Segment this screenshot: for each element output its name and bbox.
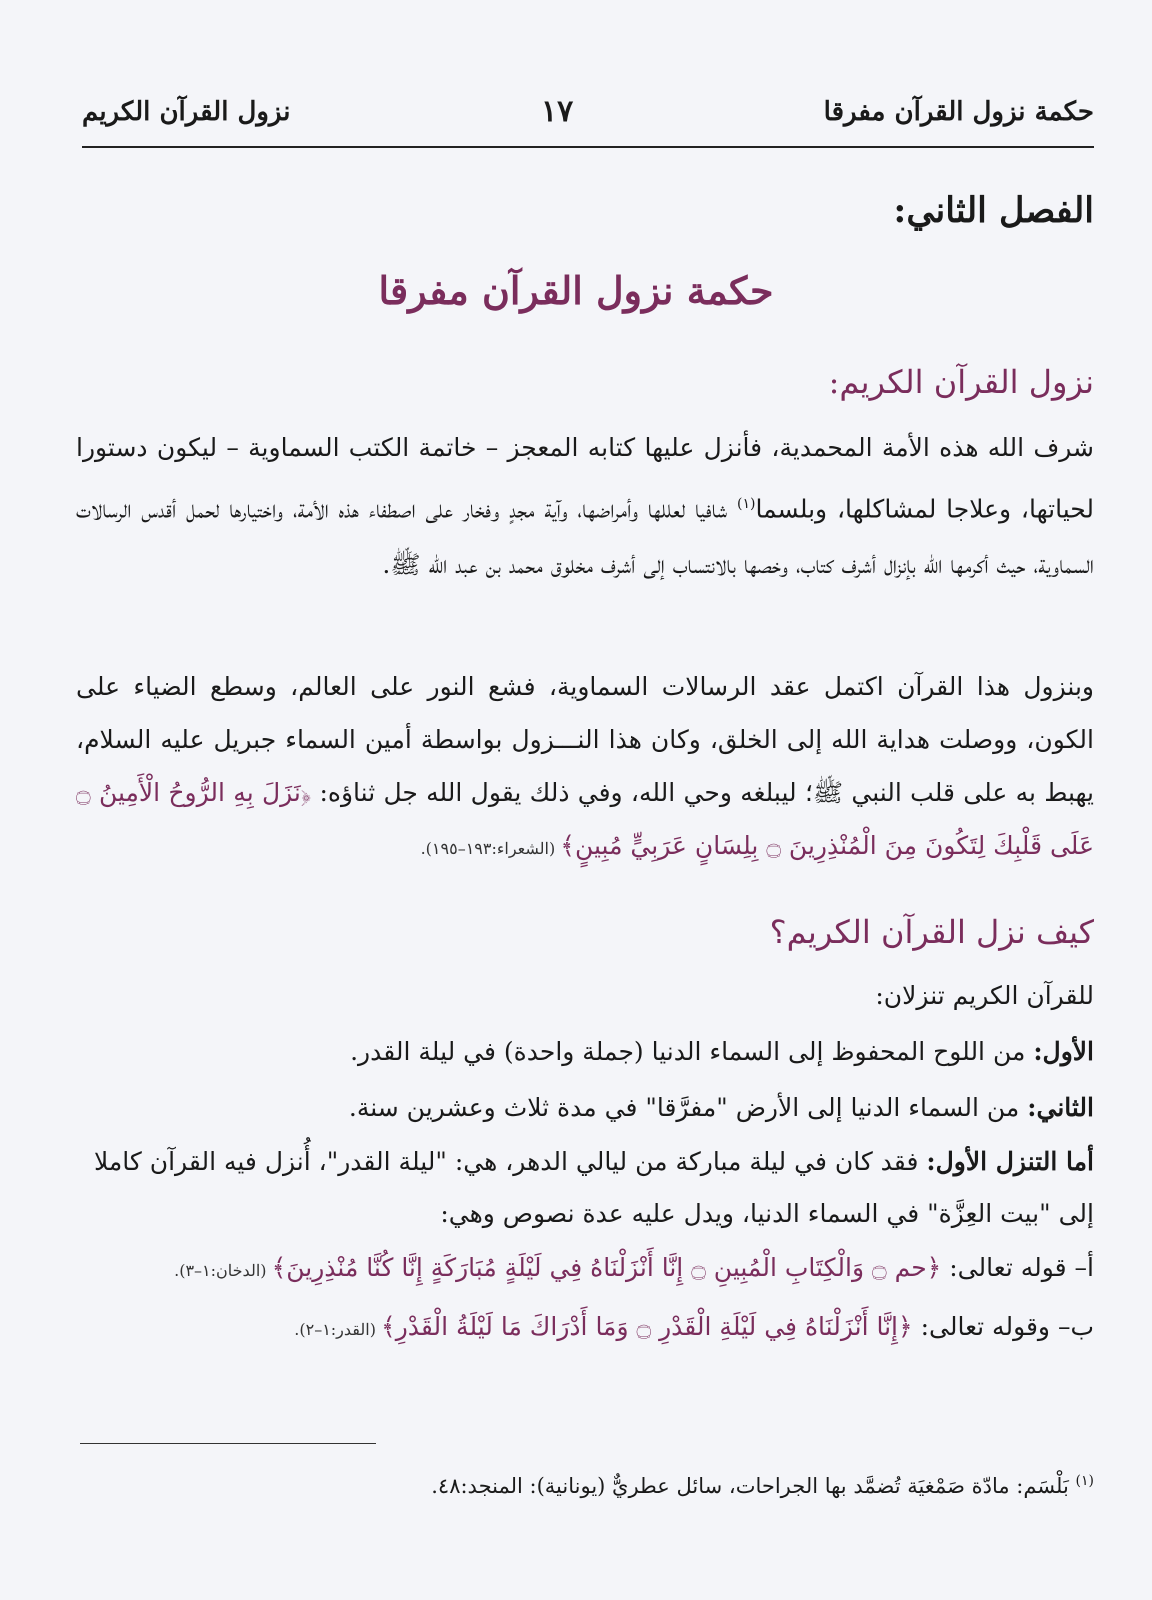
paragraph-1-continued: شافيا لعللها وأمراضها، وآية مجدٍ وفخار على اصطفاء هذه الأمة، واختيارها لحمل أقدس الرسالات السماوية، حيث أكرمها الله بإنزال أشرف كتاب، وخصها بالانتساب إلى أشرف مخلوق محمد بن عبد الله ﷺ.	[76, 494, 1094, 580]
paragraph-2-text: وبنزول هذا القرآن اكتمل عقد الرسالات السماوية، فشع النور على العالم، وسطع الضياء على الكون، ووصلت هداية الله إلى الخلق، وكان هذا النـــزول بواسطة أمين السماء جبريل عليه السلام، يهبط به على قلب النبي ﷺ؛ ليبلغه وحي الله، وفي ذلك يقول الله جل ثناؤه:	[76, 672, 1094, 807]
evidence-item-b	[76, 1299, 1094, 1358]
page-number: ١٧	[540, 94, 574, 129]
second-descent-text: من السماء الدنيا إلى الأرض "مفرَّقا" في مدة ثلاث وعشرين سنة.	[348, 1093, 1028, 1122]
first-descent-text: من اللوح المحفوظ إلى السماء الدنيا (جملة واحدة) في ليلة القدر.	[350, 1037, 1034, 1066]
footnote-number: (١)	[1075, 1473, 1094, 1489]
first-descent	[76, 1024, 1094, 1080]
footnote	[76, 1464, 1094, 1503]
item-a-label: أ– قوله تعالى:	[941, 1253, 1094, 1282]
third-paragraph-label: أما التنزل الأول:	[926, 1147, 1094, 1176]
section-heading-2: كيف نزل القرآن الكريم؟	[769, 913, 1094, 951]
item-b-reference: (القدر:١–٢).	[294, 1320, 382, 1339]
running-header	[82, 92, 1094, 148]
third-paragraph-text: فقد كان في ليلة مباركة من ليالي الدهر، هي: "ليلة القدر"، أُنزل فيه القرآن كاملا إلى "بيت العِزَّة" في السماء الدنيا، ويدل عليه عدة نصوص وهي:	[93, 1147, 1094, 1228]
paragraph-1-text: شرف الله هذه الأمة المحمدية، فأنزل عليها كتابه المعجز – خاتمة الكتب السماوية – ليكون دستورا لحياتها، وعلاجا لمشاكلها، وبلسما	[76, 433, 1094, 524]
evidence-item-a	[76, 1240, 1094, 1299]
second-descent-label: الثاني:	[1027, 1093, 1094, 1122]
item-a-reference: (الدخان:١–٣).	[174, 1261, 272, 1280]
chapter-label: الفصل الثاني:	[893, 190, 1094, 231]
header-book-title: نزول القرآن الكريم	[82, 97, 291, 127]
verse-reference: (الشعراء:١٩٣–١٩٥).	[420, 839, 561, 858]
item-b-label: ب– وقوله تعالى:	[912, 1312, 1094, 1341]
footnote-divider	[80, 1443, 376, 1444]
section-2-body	[76, 968, 1094, 1358]
quran-verse: ﴿نَزَلَ بِهِ الرُّوحُ الْأَمِينُ ۝ عَلَى قَلْبِكَ لِتَكُونَ مِنَ الْمُنْذِرِينَ ۝ بِلِسَانٍ عَرَبِيٍّ مُبِينٍ﴾	[76, 778, 1094, 860]
intro-line: للقرآن الكريم تنزلان:	[875, 981, 1094, 1010]
section-heading-1: نزول القرآن الكريم:	[828, 363, 1094, 401]
paragraph-2	[76, 660, 1094, 875]
paragraph-1	[76, 420, 1094, 593]
header-chapter-title: حكمة نزول القرآن مفرقا	[823, 97, 1094, 127]
third-paragraph	[76, 1136, 1094, 1240]
second-descent	[76, 1080, 1094, 1136]
item-b-verse: ﴿إِنَّا أَنْزَلْنَاهُ فِي لَيْلَةِ الْقَدْرِ ۝ وَمَا أَدْرَاكَ مَا لَيْلَةُ الْقَدْرِ﴾	[381, 1312, 913, 1341]
footnote-marker[interactable]: (١)	[736, 496, 756, 512]
first-descent-label: الأول:	[1033, 1037, 1094, 1066]
item-a-verse: ﴿حم ۝ وَالْكِتَابِ الْمُبِينِ ۝ إِنَّا أَنْزَلْنَاهُ فِي لَيْلَةٍ مُبَارَكَةٍ إِنَّا كُنَّا مُنْذِرِينَ﴾	[271, 1253, 942, 1282]
footnote-text: بَلْسَم: مادّة صَمْغيَة تُضمَّد بها الجراحات، سائل عطريٌّ (يونانية): المنجد:٤٨.	[431, 1474, 1076, 1498]
chapter-title: حكمة نزول القرآن مفرقا	[378, 268, 774, 313]
